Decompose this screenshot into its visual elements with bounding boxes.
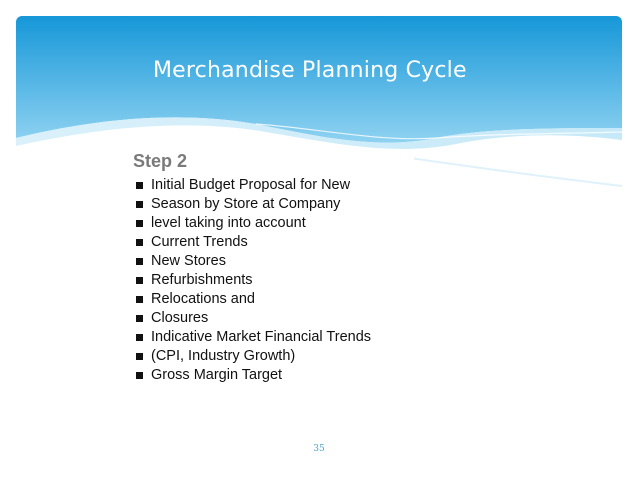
- bullet-text: Indicative Market Financial Trends: [151, 329, 372, 345]
- square-bullet-icon: [136, 334, 143, 341]
- bullet-item: [133, 233, 371, 252]
- bullet-text: Season by Store at Company: [151, 196, 341, 212]
- bullet-item: [133, 309, 371, 328]
- square-bullet-icon: [136, 182, 143, 189]
- square-bullet-icon: [136, 220, 143, 227]
- bullet-text: Refurbishments: [151, 272, 253, 288]
- bullet-text: Gross Margin Target: [151, 367, 283, 383]
- step-heading: Step 2: [133, 151, 188, 171]
- square-bullet-icon: [136, 296, 143, 303]
- slide: [16, 16, 622, 462]
- bullet-item: [133, 214, 371, 233]
- bullet-text: (CPI, Industry Growth): [151, 348, 296, 364]
- bullet-item: [133, 195, 371, 214]
- page-number: 35: [313, 444, 325, 454]
- bullet-item: [133, 290, 371, 309]
- bullet-text: Current Trends: [151, 234, 248, 250]
- bullet-item: [133, 366, 371, 385]
- bullet-item: [133, 328, 371, 347]
- bullet-item: [133, 347, 371, 366]
- bullet-text: New Stores: [151, 253, 226, 269]
- bullet-item: [133, 252, 371, 271]
- square-bullet-icon: [136, 201, 143, 208]
- bullet-text: Closures: [151, 310, 209, 326]
- square-bullet-icon: [136, 239, 143, 246]
- square-bullet-icon: [136, 315, 143, 322]
- square-bullet-icon: [136, 353, 143, 360]
- square-bullet-icon: [136, 277, 143, 284]
- bullet-text: Relocations and: [151, 291, 255, 307]
- square-bullet-icon: [136, 372, 143, 379]
- slide-title: Merchandise Planning Cycle: [153, 58, 467, 83]
- square-bullet-icon: [136, 258, 143, 265]
- bullet-item: [133, 176, 371, 195]
- bullet-text: Initial Budget Proposal for New: [151, 177, 351, 193]
- bullet-text: level taking into account: [151, 215, 306, 231]
- bullet-item: [133, 271, 371, 290]
- bullet-list: [133, 176, 371, 385]
